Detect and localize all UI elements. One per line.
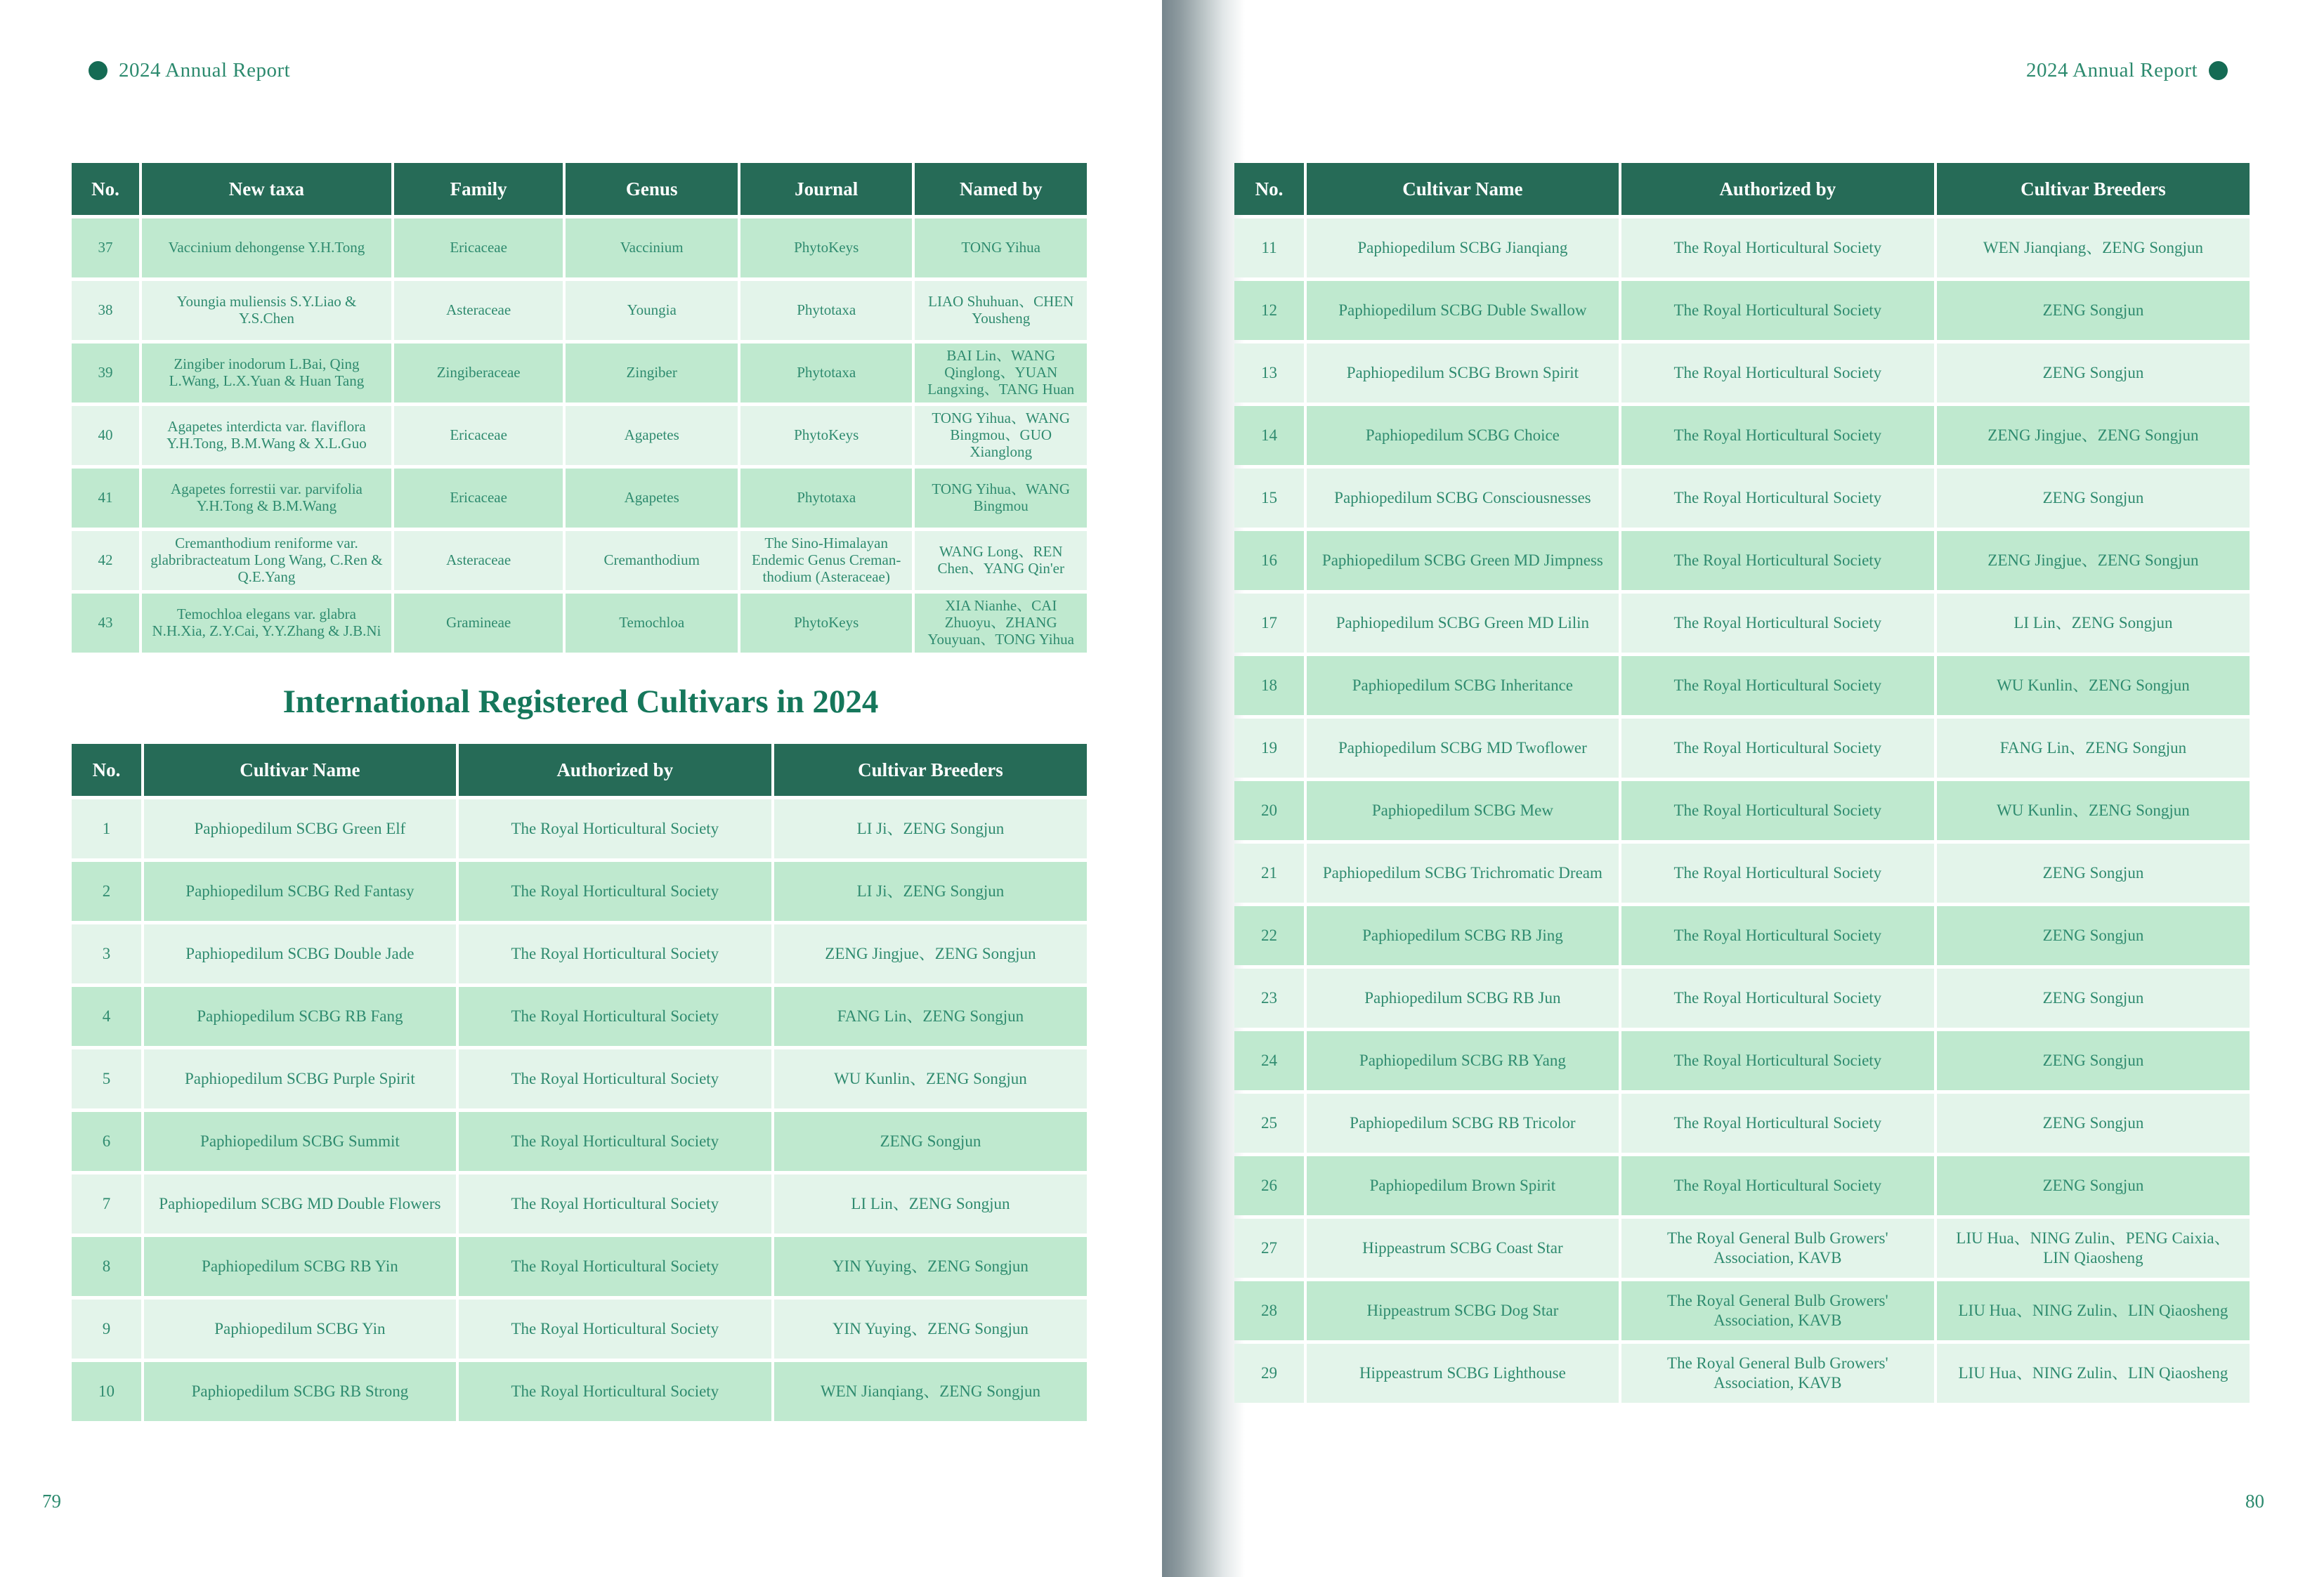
table-cell: The Royal Horticultural Society	[1621, 719, 1934, 778]
table-cell: 13	[1234, 343, 1304, 403]
table-cell: Ericaceae	[394, 469, 563, 528]
table-row	[1234, 594, 2250, 653]
table-cell: Paphiopedilum SCBG Brown Spirit	[1307, 343, 1619, 403]
column-header: Family	[394, 163, 563, 215]
table-cell: WU Kunlin、ZENG Songjun	[774, 1049, 1087, 1108]
section-title: International Registered Cultivars in 2024	[282, 683, 879, 720]
table-row	[1234, 656, 2250, 715]
table-cell: 16	[1234, 531, 1304, 590]
table-cell: Paphiopedilum SCBG Summit	[144, 1112, 456, 1171]
bullet-dot-icon	[89, 61, 107, 80]
cultivar-table-left	[69, 740, 1090, 1425]
table-cell: TONG Yihua	[915, 218, 1087, 277]
table-cell: 20	[1234, 781, 1304, 840]
table-cell: The Royal Horticultural Society	[1621, 1094, 1934, 1153]
header-row	[1234, 163, 2250, 215]
table-cell: Phytotaxa	[740, 343, 913, 403]
table-cell: Paphiopedilum SCBG Yin	[144, 1300, 456, 1359]
table-cell: 23	[1234, 969, 1304, 1028]
table-cell: The Sino-Himalayan Endemic Genus Creman-thodium (Asteraceae)	[740, 531, 913, 590]
table-cell: 18	[1234, 656, 1304, 715]
table-cell: Zingiberaceae	[394, 343, 563, 403]
table-cell: Paphiopedilum Brown Spirit	[1307, 1156, 1619, 1215]
table-row	[72, 862, 1087, 921]
table-cell: BAI Lin、WANG Qinglong、YUAN Langxing、TANG Huan	[915, 343, 1087, 403]
table-cell: YIN Yuying、ZENG Songjun	[774, 1300, 1087, 1359]
table-cell: Ericaceae	[394, 218, 563, 277]
table-row	[1234, 969, 2250, 1028]
table-cell: 17	[1234, 594, 1304, 653]
table-cell: The Royal General Bulb Growers' Association, KAVB	[1621, 1281, 1934, 1340]
table-cell: Paphiopedilum SCBG Double Jade	[144, 924, 456, 983]
table-cell: The Royal Horticultural Society	[459, 1362, 771, 1421]
column-header: No.	[72, 744, 141, 796]
table-row	[72, 594, 1087, 653]
table-cell: WU Kunlin、ZENG Songjun	[1937, 656, 2250, 715]
table-cell: Paphiopedilum SCBG RB Strong	[144, 1362, 456, 1421]
table-cell: Hippeastrum SCBG Coast Star	[1307, 1219, 1619, 1278]
table-cell: ZENG Jingjue、ZENG Songjun	[1937, 531, 2250, 590]
column-header: Cultivar Name	[144, 744, 456, 796]
table-cell: Paphiopedilum SCBG Duble Swallow	[1307, 281, 1619, 340]
table-cell: Paphiopedilum SCBG RB Yin	[144, 1237, 456, 1296]
table-cell: The Royal Horticultural Society	[1621, 531, 1934, 590]
table-cell: Ericaceae	[394, 406, 563, 465]
table-cell: The Royal Horticultural Society	[459, 1049, 771, 1108]
new-taxa-table	[69, 159, 1090, 656]
table-cell: LIU Hua、NING Zulin、LIN Qiaosheng	[1937, 1281, 2250, 1340]
table-cell: The Royal Horticultural Society	[1621, 1156, 1934, 1215]
table-row	[1234, 719, 2250, 778]
table-cell: Paphiopedilum SCBG Inheritance	[1307, 656, 1619, 715]
table-row	[1234, 1031, 2250, 1090]
table-cell: The Royal Horticultural Society	[1621, 281, 1934, 340]
table-cell: ZENG Jingjue、ZENG Songjun	[1937, 406, 2250, 465]
table-cell: LIU Hua、NING Zulin、PENG Caixia、LIN Qiaosheng	[1937, 1219, 2250, 1278]
table-row	[1234, 1094, 2250, 1153]
table-cell: LI Ji、ZENG Songjun	[774, 862, 1087, 921]
table-row	[72, 1237, 1087, 1296]
table-cell: Paphiopedilum SCBG RB Fang	[144, 987, 456, 1046]
table-cell: XIA Nianhe、CAI Zhuoyu、ZHANG Youyuan、TONG Yihua	[915, 594, 1087, 653]
table-cell: The Royal Horticultural Society	[459, 1174, 771, 1234]
table-cell: WEN Jianqiang、ZENG Songjun	[774, 1362, 1087, 1421]
table-cell: 37	[72, 218, 139, 277]
table-cell: The Royal Horticultural Society	[459, 1237, 771, 1296]
table-row	[1234, 1156, 2250, 1215]
table-cell: LI Lin、ZENG Songjun	[1937, 594, 2250, 653]
table-cell: ZENG Jingjue、ZENG Songjun	[774, 924, 1087, 983]
table-cell: Vaccinium	[566, 218, 738, 277]
table-cell: The Royal General Bulb Growers' Association, KAVB	[1621, 1219, 1934, 1278]
table-cell: FANG Lin、ZENG Songjun	[1937, 719, 2250, 778]
table-cell: Temochloa elegans var. glabra N.H.Xia, Z.Y.Cai, Y.Y.Zhang & J.B.Ni	[142, 594, 391, 653]
table-cell: Paphiopedilum SCBG Mew	[1307, 781, 1619, 840]
table-row	[1234, 781, 2250, 840]
table-cell: WU Kunlin、ZENG Songjun	[1937, 781, 2250, 840]
table-cell: The Royal Horticultural Society	[459, 862, 771, 921]
table-cell: TONG Yihua、WANG Bingmou	[915, 469, 1087, 528]
column-header: Authorized by	[459, 744, 771, 796]
table-cell: ZENG Songjun	[774, 1112, 1087, 1171]
table-cell: ZENG Songjun	[1937, 281, 2250, 340]
table-cell: 26	[1234, 1156, 1304, 1215]
table-cell: The Royal Horticultural Society	[1621, 969, 1934, 1028]
table-cell: The Royal Horticultural Society	[459, 799, 771, 858]
table-cell: 39	[72, 343, 139, 403]
table-cell: ZENG Songjun	[1937, 1094, 2250, 1153]
table-cell: 40	[72, 406, 139, 465]
table-cell: Paphiopedilum SCBG RB Yang	[1307, 1031, 1619, 1090]
table-cell: Asteraceae	[394, 281, 563, 340]
table-cell: 6	[72, 1112, 141, 1171]
table-cell: 14	[1234, 406, 1304, 465]
table-cell: Gramineae	[394, 594, 563, 653]
table-cell: 9	[72, 1300, 141, 1359]
table-row	[72, 343, 1087, 403]
table-cell: 29	[1234, 1344, 1304, 1403]
table-cell: 8	[72, 1237, 141, 1296]
table-row	[1234, 343, 2250, 403]
table-cell: Agapetes interdicta var. flaviflora Y.H.Tong, B.M.Wang & X.L.Guo	[142, 406, 391, 465]
table-row	[72, 281, 1087, 340]
table-cell: Paphiopedilum SCBG Green MD Jimpness	[1307, 531, 1619, 590]
table-cell: Paphiopedilum SCBG RB Jun	[1307, 969, 1619, 1028]
table-row	[1234, 1281, 2250, 1340]
table-cell: ZENG Songjun	[1937, 1156, 2250, 1215]
right-page-number: 80	[2245, 1491, 2264, 1512]
table-cell: 15	[1234, 469, 1304, 528]
table-cell: Paphiopedilum SCBG Purple Spirit	[144, 1049, 456, 1108]
table-cell: 22	[1234, 906, 1304, 965]
left-header-text: 2024 Annual Report	[119, 59, 291, 81]
table-row	[72, 218, 1087, 277]
table-cell: ZENG Songjun	[1937, 844, 2250, 903]
table-cell: LIU Hua、NING Zulin、LIN Qiaosheng	[1937, 1344, 2250, 1403]
column-header: Journal	[740, 163, 913, 215]
table-cell: Cremanthodium reniforme var. glabribracteatum Long Wang, C.Ren & Q.E.Yang	[142, 531, 391, 590]
table-cell: 4	[72, 987, 141, 1046]
table-cell: Paphiopedilum SCBG RB Tricolor	[1307, 1094, 1619, 1153]
table-cell: Paphiopedilum SCBG Trichromatic Dream	[1307, 844, 1619, 903]
table-cell: ZENG Songjun	[1937, 343, 2250, 403]
table-cell: Hippeastrum SCBG Dog Star	[1307, 1281, 1619, 1340]
column-header: Named by	[915, 163, 1087, 215]
table-row	[1234, 406, 2250, 465]
table-cell: ZENG Songjun	[1937, 1031, 2250, 1090]
left-page-number: 79	[42, 1491, 61, 1512]
table-row	[72, 1112, 1087, 1171]
table-row	[1234, 1344, 2250, 1403]
table-cell: Vaccinium dehongense Y.H.Tong	[142, 218, 391, 277]
table-cell: The Royal Horticultural Society	[1621, 781, 1934, 840]
table-row	[72, 1174, 1087, 1234]
table-cell: 11	[1234, 218, 1304, 277]
table-row	[72, 469, 1087, 528]
table-cell: Agapetes	[566, 469, 738, 528]
table-row	[1234, 469, 2250, 528]
column-header: Cultivar Breeders	[774, 744, 1087, 796]
table-cell: 41	[72, 469, 139, 528]
table-row	[1234, 906, 2250, 965]
table-cell: FANG Lin、ZENG Songjun	[774, 987, 1087, 1046]
table-cell: The Royal Horticultural Society	[1621, 343, 1934, 403]
table-cell: Paphiopedilum SCBG Choice	[1307, 406, 1619, 465]
header-row	[72, 744, 1087, 796]
table-cell: Cremanthodium	[566, 531, 738, 590]
table-cell: The Royal Horticultural Society	[1621, 656, 1934, 715]
table-cell: Paphiopedilum SCBG MD Twoflower	[1307, 719, 1619, 778]
table-cell: 25	[1234, 1094, 1304, 1153]
table-cell: Phytotaxa	[740, 281, 913, 340]
table-row	[72, 987, 1087, 1046]
table-row	[1234, 281, 2250, 340]
table-cell: The Royal General Bulb Growers' Association, KAVB	[1621, 1344, 1934, 1403]
table-cell: ZENG Songjun	[1937, 906, 2250, 965]
table-cell: The Royal Horticultural Society	[1621, 844, 1934, 903]
table-cell: The Royal Horticultural Society	[459, 1300, 771, 1359]
table-cell: 12	[1234, 281, 1304, 340]
table-cell: 19	[1234, 719, 1304, 778]
header-row	[72, 163, 1087, 215]
right-page-header	[2026, 59, 2228, 82]
table-cell: Paphiopedilum SCBG MD Double Flowers	[144, 1174, 456, 1234]
table-cell: The Royal Horticultural Society	[1621, 906, 1934, 965]
column-header: Cultivar Name	[1307, 163, 1619, 215]
table-cell: PhytoKeys	[740, 594, 913, 653]
left-page-header	[89, 59, 290, 82]
table-row	[1234, 1219, 2250, 1278]
table-cell: Zingiber inodorum L.Bai, Qing L.Wang, L.X.Yuan & Huan Tang	[142, 343, 391, 403]
bullet-dot-icon	[2209, 61, 2228, 80]
table-cell: The Royal Horticultural Society	[1621, 594, 1934, 653]
table-cell: 3	[72, 924, 141, 983]
table-cell: 24	[1234, 1031, 1304, 1090]
cultivar-table-right	[1232, 159, 2252, 1406]
table-cell: Paphiopedilum SCBG Jianqiang	[1307, 218, 1619, 277]
table-cell: 21	[1234, 844, 1304, 903]
table-cell: Paphiopedilum SCBG Red Fantasy	[144, 862, 456, 921]
table-cell: The Royal Horticultural Society	[459, 987, 771, 1046]
table-cell: TONG Yihua、WANG Bingmou、GUO Xianglong	[915, 406, 1087, 465]
table-cell: WEN Jianqiang、ZENG Songjun	[1937, 218, 2250, 277]
table-cell: 27	[1234, 1219, 1304, 1278]
table-row	[1234, 531, 2250, 590]
table-cell: 42	[72, 531, 139, 590]
table-cell: The Royal Horticultural Society	[459, 1112, 771, 1171]
table-cell: Paphiopedilum SCBG Green Elf	[144, 799, 456, 858]
table-cell: 7	[72, 1174, 141, 1234]
table-cell: 10	[72, 1362, 141, 1421]
column-header: Cultivar Breeders	[1937, 163, 2250, 215]
table-cell: 28	[1234, 1281, 1304, 1340]
table-cell: ZENG Songjun	[1937, 969, 2250, 1028]
table-cell: 5	[72, 1049, 141, 1108]
table-row	[1234, 218, 2250, 277]
column-header: New taxa	[142, 163, 391, 215]
table-cell: Paphiopedilum SCBG RB Jing	[1307, 906, 1619, 965]
table-cell: LIAO Shuhuan、CHEN Yousheng	[915, 281, 1087, 340]
table-cell: Paphiopedilum SCBG Green MD Lilin	[1307, 594, 1619, 653]
table-cell: The Royal Horticultural Society	[1621, 469, 1934, 528]
table-cell: The Royal Horticultural Society	[459, 924, 771, 983]
table-row	[1234, 844, 2250, 903]
table-row	[72, 799, 1087, 858]
table-cell: 2	[72, 862, 141, 921]
table-cell: PhytoKeys	[740, 218, 913, 277]
table-row	[72, 1049, 1087, 1108]
table-row	[72, 1362, 1087, 1421]
table-cell: Agapetes forrestii var. parvifolia Y.H.Tong & B.M.Wang	[142, 469, 391, 528]
table-cell: The Royal Horticultural Society	[1621, 218, 1934, 277]
table-cell: Asteraceae	[394, 531, 563, 590]
table-cell: LI Ji、ZENG Songjun	[774, 799, 1087, 858]
table-cell: 38	[72, 281, 139, 340]
table-cell: WANG Long、REN Chen、YANG Qin'er	[915, 531, 1087, 590]
table-cell: The Royal Horticultural Society	[1621, 1031, 1934, 1090]
table-cell: Paphiopedilum SCBG Consciousnesses	[1307, 469, 1619, 528]
table-cell: 43	[72, 594, 139, 653]
table-row	[72, 406, 1087, 465]
column-header: Authorized by	[1621, 163, 1934, 215]
column-header: No.	[1234, 163, 1304, 215]
table-cell: Youngia muliensis S.Y.Liao & Y.S.Chen	[142, 281, 391, 340]
column-header: No.	[72, 163, 139, 215]
table-cell: The Royal Horticultural Society	[1621, 406, 1934, 465]
table-cell: Hippeastrum SCBG Lighthouse	[1307, 1344, 1619, 1403]
table-cell: LI Lin、ZENG Songjun	[774, 1174, 1087, 1234]
table-cell: 1	[72, 799, 141, 858]
right-header-text: 2024 Annual Report	[2026, 59, 2198, 81]
table-cell: PhytoKeys	[740, 406, 913, 465]
table-cell: YIN Yuying、ZENG Songjun	[774, 1237, 1087, 1296]
table-cell: Temochloa	[566, 594, 738, 653]
table-cell: Zingiber	[566, 343, 738, 403]
table-cell: Agapetes	[566, 406, 738, 465]
table-cell: ZENG Songjun	[1937, 469, 2250, 528]
table-row	[72, 1300, 1087, 1359]
table-row	[72, 531, 1087, 590]
table-row	[72, 924, 1087, 983]
table-cell: Phytotaxa	[740, 469, 913, 528]
column-header: Genus	[566, 163, 738, 215]
table-cell: Youngia	[566, 281, 738, 340]
